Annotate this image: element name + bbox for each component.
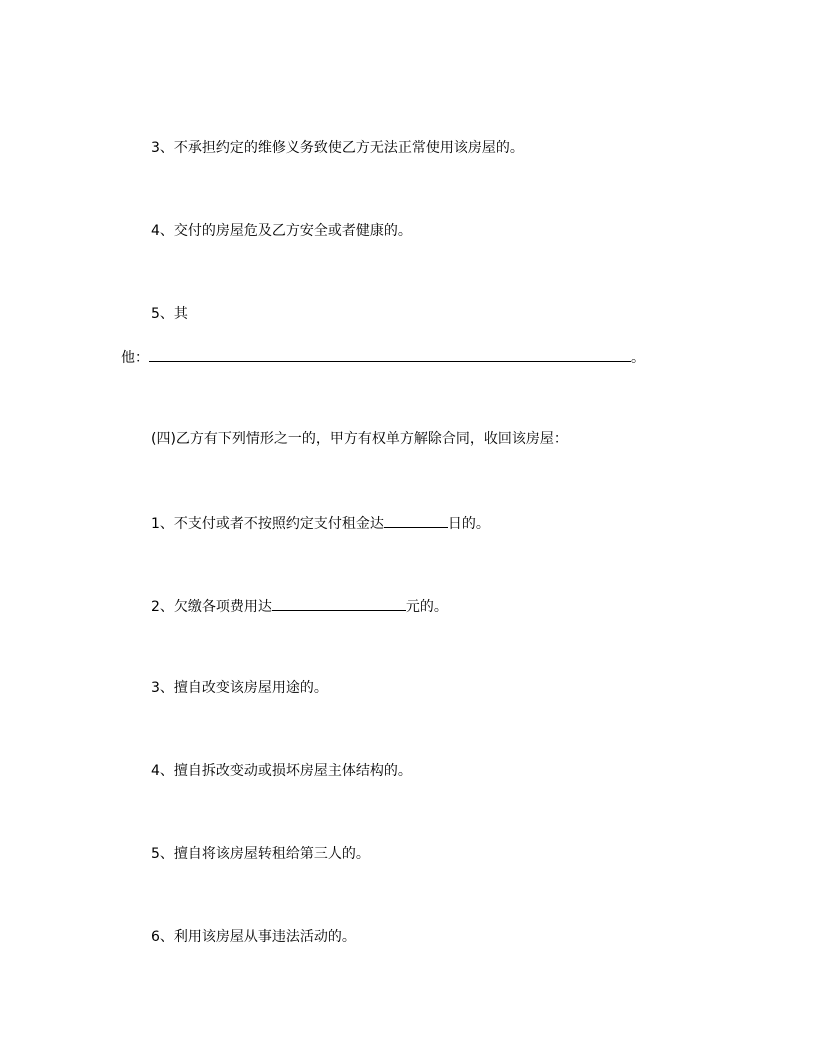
sub-clause-6	[151, 927, 356, 947]
sub-clause-4-label: 4、擅自拆改变动或损坏房屋主体结构的。	[151, 763, 412, 779]
sub-clause-5-label: 5、擅自将该房屋转租给第三人的。	[151, 846, 370, 862]
sub-clause-6-label: 6、利用该房屋从事违法活动的。	[151, 929, 356, 945]
sub-clause-2	[151, 595, 448, 617]
sub-clause-5	[151, 844, 370, 864]
clause-5-text	[151, 304, 188, 324]
sub-clause-1-label: 1、不支付或者不按照约定支付租金达	[151, 516, 384, 532]
clause-4-text	[151, 221, 412, 241]
other-blank-line[interactable]	[149, 346, 631, 362]
clause-5-cont-label: 他：	[121, 350, 149, 366]
sub-clause-3	[151, 678, 328, 698]
clause-5-label: 5、其	[151, 306, 188, 322]
section-4-label: (四)乙方有下列情形之一的，甲方有权单方解除合同，收回该房屋：	[151, 431, 568, 447]
rent-days-blank[interactable]	[384, 512, 448, 528]
sub-clause-4	[151, 761, 412, 781]
sub-clause-1-suffix: 日的。	[447, 516, 490, 532]
clause-3-label: 3、不承担约定的维修义务致使乙方无法正常使用该房屋的。	[151, 140, 524, 156]
clause-5-period: 。	[631, 350, 645, 366]
clause-5-continuation	[121, 346, 645, 368]
sub-clause-3-label: 3、擅自改变该房屋用途的。	[151, 680, 328, 696]
sub-clause-2-suffix: 元的。	[405, 599, 448, 615]
clause-4-label: 4、交付的房屋危及乙方安全或者健康的。	[151, 223, 412, 239]
fees-amount-blank[interactable]	[272, 595, 406, 611]
sub-clause-1	[151, 512, 490, 534]
sub-clause-2-label: 2、欠缴各项费用达	[151, 599, 272, 615]
clause-3-text	[151, 138, 524, 158]
section-4-heading	[151, 429, 568, 449]
